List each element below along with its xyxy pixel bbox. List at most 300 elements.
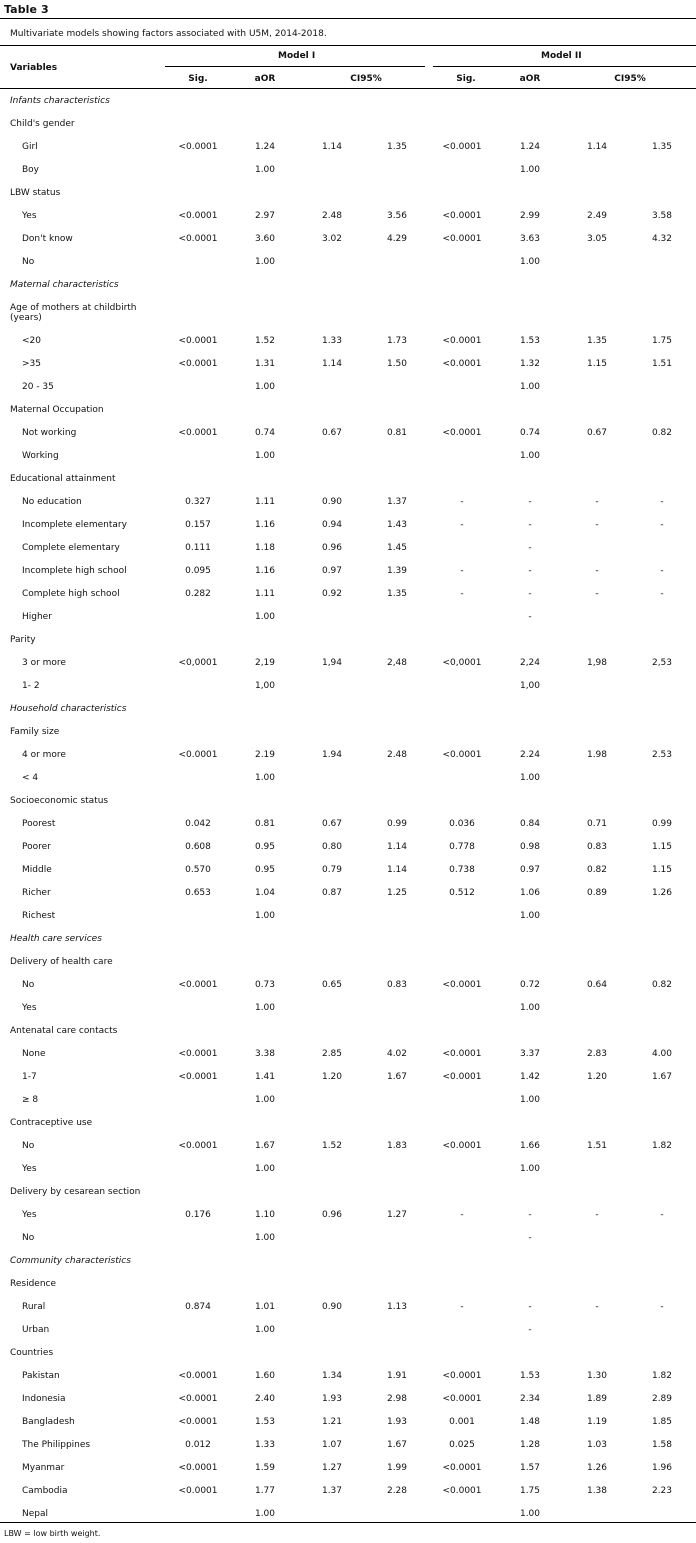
top-rule — [0, 18, 696, 19]
cell-ci-low-1: 1.34 — [321, 1371, 343, 1381]
cell-sig-1: <0.0001 — [178, 1463, 218, 1473]
cell-aor-2: 1.06 — [519, 888, 541, 898]
cell-ci-high-1: 1.37 — [386, 497, 408, 507]
cell-ci-high-1: 1.14 — [386, 842, 408, 852]
cell-aor-1: 1.60 — [254, 1371, 276, 1381]
cell-aor-2: 0.97 — [519, 865, 541, 875]
header-top-rule — [0, 45, 696, 46]
cell-ci-high-1: 1.93 — [386, 1417, 408, 1427]
table-row — [0, 206, 696, 229]
cell-ci-low-2: - — [595, 566, 599, 576]
item-label: Incomplete elementary — [22, 520, 127, 530]
cell-aor-1: 1.00 — [254, 612, 276, 622]
cell-sig-2: - — [460, 566, 464, 576]
cell-ci-low-1: 1.94 — [321, 750, 343, 760]
cell-ci-low-2: - — [595, 520, 599, 530]
cell-ci-low-2: - — [595, 1210, 599, 1220]
cell-aor-2: 0.84 — [519, 819, 541, 829]
cell-ci-low-1: 2.85 — [321, 1049, 343, 1059]
cell-ci-low-1: 2.48 — [321, 211, 343, 221]
item-label: Urban — [22, 1325, 50, 1335]
cell-ci-high-2: 1.58 — [651, 1440, 673, 1450]
cell-ci-high-1: 1.67 — [386, 1072, 408, 1082]
cell-ci-high-1: 2.98 — [386, 1394, 408, 1404]
cell-aor-1: 1,00 — [254, 681, 276, 691]
table-label: Table 3 — [4, 3, 49, 16]
cell-aor-1: 1.00 — [254, 165, 276, 175]
cell-ci-high-1: 1.91 — [386, 1371, 408, 1381]
table-row — [0, 354, 696, 377]
item-label: The Philippines — [22, 1440, 91, 1450]
table-row — [0, 515, 696, 538]
cell-aor-2: 1.75 — [519, 1486, 541, 1496]
item-label: Nepal — [22, 1509, 48, 1519]
cell-ci-high-2: 4.32 — [651, 234, 673, 244]
model2-header: Model II — [541, 51, 582, 61]
cell-ci-low-2: - — [595, 589, 599, 599]
group-label: Contraceptive use — [10, 1118, 93, 1128]
table-row — [0, 998, 696, 1021]
group-row — [0, 791, 696, 814]
cell-sig-1: <0.0001 — [178, 359, 218, 369]
cell-sig-1: 0.095 — [185, 566, 211, 576]
group-label: Countries — [10, 1348, 54, 1358]
cell-ci-low-2: 1.89 — [586, 1394, 608, 1404]
cell-aor-1: 1.41 — [254, 1072, 276, 1082]
cell-sig-2: <0.0001 — [442, 1486, 482, 1496]
cell-ci-low-1: 0.65 — [321, 980, 343, 990]
group-row — [0, 114, 696, 137]
item-label: Not working — [22, 428, 77, 438]
cell-aor-1: 2.97 — [254, 211, 276, 221]
cell-aor-1: 1.10 — [254, 1210, 276, 1220]
cell-aor-2: 1,00 — [519, 681, 541, 691]
table-row — [0, 1366, 696, 1389]
section-row — [0, 275, 696, 298]
item-label: Yes — [22, 1164, 37, 1174]
table-row — [0, 1228, 696, 1251]
cell-aor-2: 1.00 — [519, 1003, 541, 1013]
cell-ci-low-1: 1.20 — [321, 1072, 343, 1082]
group-row — [0, 1113, 696, 1136]
cell-ci-low-1: 0.90 — [321, 1302, 343, 1312]
cell-sig-1: 0.176 — [185, 1210, 211, 1220]
col-aor-2: aOR — [519, 74, 541, 84]
item-label: Indonesia — [22, 1394, 66, 1404]
cell-ci-low-1: 1.14 — [321, 359, 343, 369]
cell-ci-high-2: 1.15 — [651, 865, 673, 875]
cell-sig-2: 0.778 — [449, 842, 475, 852]
cell-ci-high-1: 1.35 — [386, 589, 408, 599]
cell-ci-low-1: 1.52 — [321, 1141, 343, 1151]
cell-ci-high-2: 1.35 — [651, 142, 673, 152]
table-row — [0, 1159, 696, 1182]
cell-ci-high-1: 1.14 — [386, 865, 408, 875]
cell-aor-1: 1.00 — [254, 1509, 276, 1519]
cell-ci-low-2: - — [595, 1302, 599, 1312]
section-label: Health care services — [10, 934, 102, 944]
cell-sig-2: <0.0001 — [442, 1463, 482, 1473]
cell-ci-low-1: 0.80 — [321, 842, 343, 852]
cell-sig-2: - — [460, 1210, 464, 1220]
cell-ci-high-1: 1.45 — [386, 543, 408, 553]
cell-sig-2: <0.0001 — [442, 980, 482, 990]
item-label: ≥ 8 — [22, 1095, 39, 1105]
cell-ci-low-1: 1.14 — [321, 142, 343, 152]
cell-ci-low-1: 0.97 — [321, 566, 343, 576]
table-row — [0, 1481, 696, 1504]
cell-aor-2: - — [528, 589, 532, 599]
cell-sig-1: 0.157 — [185, 520, 211, 530]
table-row — [0, 676, 696, 699]
cell-aor-2: - — [528, 566, 532, 576]
cell-aor-1: 1.16 — [254, 520, 276, 530]
cell-aor-1: 2.40 — [254, 1394, 276, 1404]
cell-ci-high-2: 3.58 — [651, 211, 673, 221]
table-row — [0, 584, 696, 607]
cell-aor-1: 0.74 — [254, 428, 276, 438]
cell-aor-1: 3.60 — [254, 234, 276, 244]
cell-sig-1: <0.0001 — [178, 1049, 218, 1059]
table-row — [0, 860, 696, 883]
variables-header: Variables — [10, 63, 58, 73]
cell-ci-high-2: - — [660, 566, 664, 576]
cell-aor-1: 0.95 — [254, 842, 276, 852]
cell-ci-high-2: 1.82 — [651, 1141, 673, 1151]
cell-ci-low-1: 1.33 — [321, 336, 343, 346]
cell-ci-low-1: 1.93 — [321, 1394, 343, 1404]
cell-aor-1: 1.01 — [254, 1302, 276, 1312]
cell-aor-2: 1.00 — [519, 165, 541, 175]
table-row — [0, 160, 696, 183]
cell-sig-1: 0.111 — [185, 543, 211, 553]
cell-ci-low-1: 0.94 — [321, 520, 343, 530]
cell-sig-2: <0.0001 — [442, 142, 482, 152]
group-label: Antenatal care contacts — [10, 1026, 118, 1036]
cell-sig-1: <0.0001 — [178, 1417, 218, 1427]
cell-aor-2: 1.00 — [519, 451, 541, 461]
table-row — [0, 1458, 696, 1481]
cell-sig-1: 0.874 — [185, 1302, 211, 1312]
cell-sig-2: 0.001 — [449, 1417, 475, 1427]
cell-aor-2: 1.66 — [519, 1141, 541, 1151]
item-label: Girl — [22, 142, 38, 152]
cell-aor-2: - — [528, 612, 532, 622]
cell-aor-2: 1.57 — [519, 1463, 541, 1473]
cell-aor-1: 0.73 — [254, 980, 276, 990]
header-bottom-rule — [0, 88, 696, 89]
table-row — [0, 1389, 696, 1412]
item-label: < 4 — [22, 773, 39, 783]
cell-ci-high-2: 1.15 — [651, 842, 673, 852]
cell-ci-high-2: 2,53 — [651, 658, 673, 668]
table-row — [0, 1435, 696, 1458]
cell-ci-low-2: 1.98 — [586, 750, 608, 760]
item-label: 1-7 — [22, 1072, 37, 1082]
item-label: Yes — [22, 211, 37, 221]
cell-ci-low-1: 1.07 — [321, 1440, 343, 1450]
cell-ci-low-1: 0.67 — [321, 428, 343, 438]
item-label: 3 or more — [22, 658, 66, 668]
cell-ci-low-2: 1.19 — [586, 1417, 608, 1427]
cell-sig-2: <0.0001 — [442, 1394, 482, 1404]
item-label: Working — [22, 451, 59, 461]
section-label: Household characteristics — [10, 704, 127, 714]
model2-underline — [433, 66, 696, 67]
cell-sig-1: 0.653 — [185, 888, 211, 898]
cell-ci-low-1: 0.92 — [321, 589, 343, 599]
cell-ci-low-1: 3.02 — [321, 234, 343, 244]
section-row — [0, 1251, 696, 1274]
cell-sig-2: - — [460, 1302, 464, 1312]
cell-ci-high-1: 1.13 — [386, 1302, 408, 1312]
col-ci-1: CI95% — [350, 74, 382, 84]
cell-ci-high-1: 0.81 — [386, 428, 408, 438]
cell-aor-2: 0.72 — [519, 980, 541, 990]
cell-aor-2: 1.24 — [519, 142, 541, 152]
group-label: Residence — [10, 1279, 57, 1289]
cell-ci-high-1: 1.43 — [386, 520, 408, 530]
cell-ci-high-2: 0.82 — [651, 428, 673, 438]
cell-ci-low-1: 1.27 — [321, 1463, 343, 1473]
section-row — [0, 699, 696, 722]
cell-sig-2: 0.025 — [449, 1440, 475, 1450]
cell-ci-high-2: 1.82 — [651, 1371, 673, 1381]
item-label: Don't know — [22, 234, 73, 244]
table-row — [0, 377, 696, 400]
item-label: None — [22, 1049, 46, 1059]
item-label: No education — [22, 497, 82, 507]
cell-ci-low-1: 0.79 — [321, 865, 343, 875]
cell-ci-high-2: 0.82 — [651, 980, 673, 990]
cell-aor-2: - — [528, 497, 532, 507]
table-row — [0, 561, 696, 584]
cell-aor-1: 1.59 — [254, 1463, 276, 1473]
cell-sig-1: <0.0001 — [178, 1394, 218, 1404]
cell-aor-2: 1.00 — [519, 1164, 541, 1174]
cell-ci-low-2: 1.51 — [586, 1141, 608, 1151]
cell-sig-1: <0.0001 — [178, 142, 218, 152]
item-label: 20 - 35 — [22, 382, 54, 392]
cell-aor-1: 1.04 — [254, 888, 276, 898]
cell-ci-high-2: 1.85 — [651, 1417, 673, 1427]
cell-ci-low-1: 0.96 — [321, 543, 343, 553]
cell-aor-2: 1.00 — [519, 257, 541, 267]
cell-sig-2: <0.0001 — [442, 1371, 482, 1381]
cell-aor-2: 1.53 — [519, 1371, 541, 1381]
cell-ci-low-2: 0.82 — [586, 865, 608, 875]
cell-ci-high-1: 1.39 — [386, 566, 408, 576]
cell-ci-high-1: 3.56 — [386, 211, 408, 221]
item-label: Poorer — [22, 842, 51, 852]
group-row — [0, 630, 696, 653]
cell-ci-high-1: 2,48 — [386, 658, 408, 668]
group-label: Child's gender — [10, 119, 75, 129]
cell-ci-high-1: 1.99 — [386, 1463, 408, 1473]
cell-aor-2: 1.48 — [519, 1417, 541, 1427]
cell-aor-1: 1.11 — [254, 497, 276, 507]
cell-aor-2: 2.99 — [519, 211, 541, 221]
cell-sig-2: 0.512 — [449, 888, 475, 898]
group-row — [0, 952, 696, 975]
cell-sig-1: 0.608 — [185, 842, 211, 852]
cell-aor-1: 1.00 — [254, 257, 276, 267]
group-row — [0, 400, 696, 423]
cell-aor-1: 1.24 — [254, 142, 276, 152]
cell-sig-2: <0.0001 — [442, 211, 482, 221]
cell-aor-1: 1.00 — [254, 773, 276, 783]
col-aor-1: aOR — [254, 74, 276, 84]
col-ci-2: CI95% — [614, 74, 646, 84]
cell-ci-high-2: - — [660, 1210, 664, 1220]
cell-ci-high-1: 4.02 — [386, 1049, 408, 1059]
cell-sig-1: <0.0001 — [178, 1486, 218, 1496]
cell-sig-1: <0.0001 — [178, 1141, 218, 1151]
cell-sig-2: <0.0001 — [442, 359, 482, 369]
cell-sig-2: - — [460, 589, 464, 599]
cell-sig-1: 0.012 — [185, 1440, 211, 1450]
cell-aor-2: 3.37 — [519, 1049, 541, 1059]
table-row — [0, 1297, 696, 1320]
cell-ci-high-1: 0.83 — [386, 980, 408, 990]
cell-aor-2: - — [528, 1302, 532, 1312]
group-row — [0, 183, 696, 206]
item-label: <20 — [22, 336, 41, 346]
cell-aor-1: 0.95 — [254, 865, 276, 875]
item-label: Richer — [22, 888, 51, 898]
cell-ci-low-1: 0.90 — [321, 497, 343, 507]
cell-ci-high-1: 4.29 — [386, 234, 408, 244]
item-label: Incomplete high school — [22, 566, 127, 576]
group-row — [0, 1021, 696, 1044]
cell-ci-high-2: 1.75 — [651, 336, 673, 346]
group-label: Age of mothers at childbirth (years) — [10, 303, 137, 323]
cell-sig-1: <0.0001 — [178, 428, 218, 438]
cell-aor-1: 1.31 — [254, 359, 276, 369]
cell-ci-high-2: 1.96 — [651, 1463, 673, 1473]
cell-aor-2: 2.34 — [519, 1394, 541, 1404]
table-body — [0, 91, 696, 1527]
cell-sig-1: <0.0001 — [178, 1072, 218, 1082]
item-label: 4 or more — [22, 750, 66, 760]
cell-aor-2: 0.74 — [519, 428, 541, 438]
cell-aor-2: 1.00 — [519, 1509, 541, 1519]
cell-aor-2: - — [528, 543, 532, 553]
section-label: Community characteristics — [10, 1256, 131, 1266]
table-row — [0, 653, 696, 676]
cell-ci-high-2: - — [660, 520, 664, 530]
cell-aor-1: 1.00 — [254, 1095, 276, 1105]
section-label: Infants characteristics — [10, 96, 110, 106]
table-row — [0, 1205, 696, 1228]
item-label: Poorest — [22, 819, 56, 829]
cell-aor-2: 2,24 — [519, 658, 541, 668]
cell-ci-high-1: 1.25 — [386, 888, 408, 898]
table-row — [0, 837, 696, 860]
cell-ci-high-2: - — [660, 497, 664, 507]
cell-aor-2: 1.00 — [519, 911, 541, 921]
item-label: 1- 2 — [22, 681, 40, 691]
cell-ci-low-1: 1.21 — [321, 1417, 343, 1427]
cell-aor-1: 2,19 — [254, 658, 276, 668]
cell-aor-2: 3.63 — [519, 234, 541, 244]
cell-aor-2: - — [528, 1233, 532, 1243]
table-row — [0, 1504, 696, 1527]
table-row — [0, 252, 696, 275]
cell-ci-low-1: 0.67 — [321, 819, 343, 829]
cell-ci-high-2: 1.67 — [651, 1072, 673, 1082]
cell-ci-high-2: 1.51 — [651, 359, 673, 369]
table-row — [0, 745, 696, 768]
item-label: Boy — [22, 165, 40, 175]
cell-aor-1: 1.18 — [254, 543, 276, 553]
group-label: Educational attainment — [10, 474, 116, 484]
group-row — [0, 1343, 696, 1366]
cell-sig-1: <0.0001 — [178, 980, 218, 990]
cell-aor-1: 1.00 — [254, 911, 276, 921]
cell-ci-low-2: 2.83 — [586, 1049, 608, 1059]
table-row — [0, 883, 696, 906]
item-label: Complete high school — [22, 589, 120, 599]
cell-ci-low-1: 1,94 — [321, 658, 343, 668]
item-label: Rural — [22, 1302, 46, 1312]
cell-ci-high-2: 4.00 — [651, 1049, 673, 1059]
cell-ci-low-2: 1.03 — [586, 1440, 608, 1450]
cell-sig-2: 0.036 — [449, 819, 475, 829]
cell-aor-1: 1.53 — [254, 1417, 276, 1427]
table-row — [0, 446, 696, 469]
cell-ci-low-1: 0.96 — [321, 1210, 343, 1220]
cell-ci-low-2: - — [595, 497, 599, 507]
cell-ci-low-2: 0.71 — [586, 819, 608, 829]
footnote: LBW = low birth weight. — [4, 1529, 101, 1538]
cell-sig-2: <0.0001 — [442, 1049, 482, 1059]
cell-sig-1: 0.327 — [185, 497, 211, 507]
table-bottom-rule — [0, 1522, 696, 1523]
table-row — [0, 1320, 696, 1343]
item-label: Middle — [22, 865, 52, 875]
model1-underline — [165, 66, 425, 67]
cell-aor-1: 1.67 — [254, 1141, 276, 1151]
cell-aor-1: 1.11 — [254, 589, 276, 599]
col-sig-1: Sig. — [188, 74, 208, 84]
cell-aor-1: 1.00 — [254, 1003, 276, 1013]
cell-ci-high-1: 2.28 — [386, 1486, 408, 1496]
cell-sig-2: 0.738 — [449, 865, 475, 875]
cell-sig-1: <0.0001 — [178, 1371, 218, 1381]
cell-aor-2: 1.00 — [519, 382, 541, 392]
cell-ci-high-1: 2.48 — [386, 750, 408, 760]
cell-ci-high-2: 2.89 — [651, 1394, 673, 1404]
cell-aor-1: 1.00 — [254, 1164, 276, 1174]
item-label: No — [22, 980, 35, 990]
cell-ci-high-2: - — [660, 589, 664, 599]
section-row — [0, 929, 696, 952]
table-row — [0, 1412, 696, 1435]
table-row — [0, 492, 696, 515]
cell-ci-low-2: 1.30 — [586, 1371, 608, 1381]
group-row — [0, 1274, 696, 1297]
group-label: Delivery by cesarean section — [10, 1187, 141, 1197]
group-row — [0, 298, 696, 331]
table-row — [0, 331, 696, 354]
cell-aor-2: - — [528, 520, 532, 530]
cell-ci-low-2: 2.49 — [586, 211, 608, 221]
item-label: Myanmar — [22, 1463, 65, 1473]
cell-aor-1: 1.77 — [254, 1486, 276, 1496]
item-label: Complete elementary — [22, 543, 120, 553]
cell-sig-1: 0.570 — [185, 865, 211, 875]
